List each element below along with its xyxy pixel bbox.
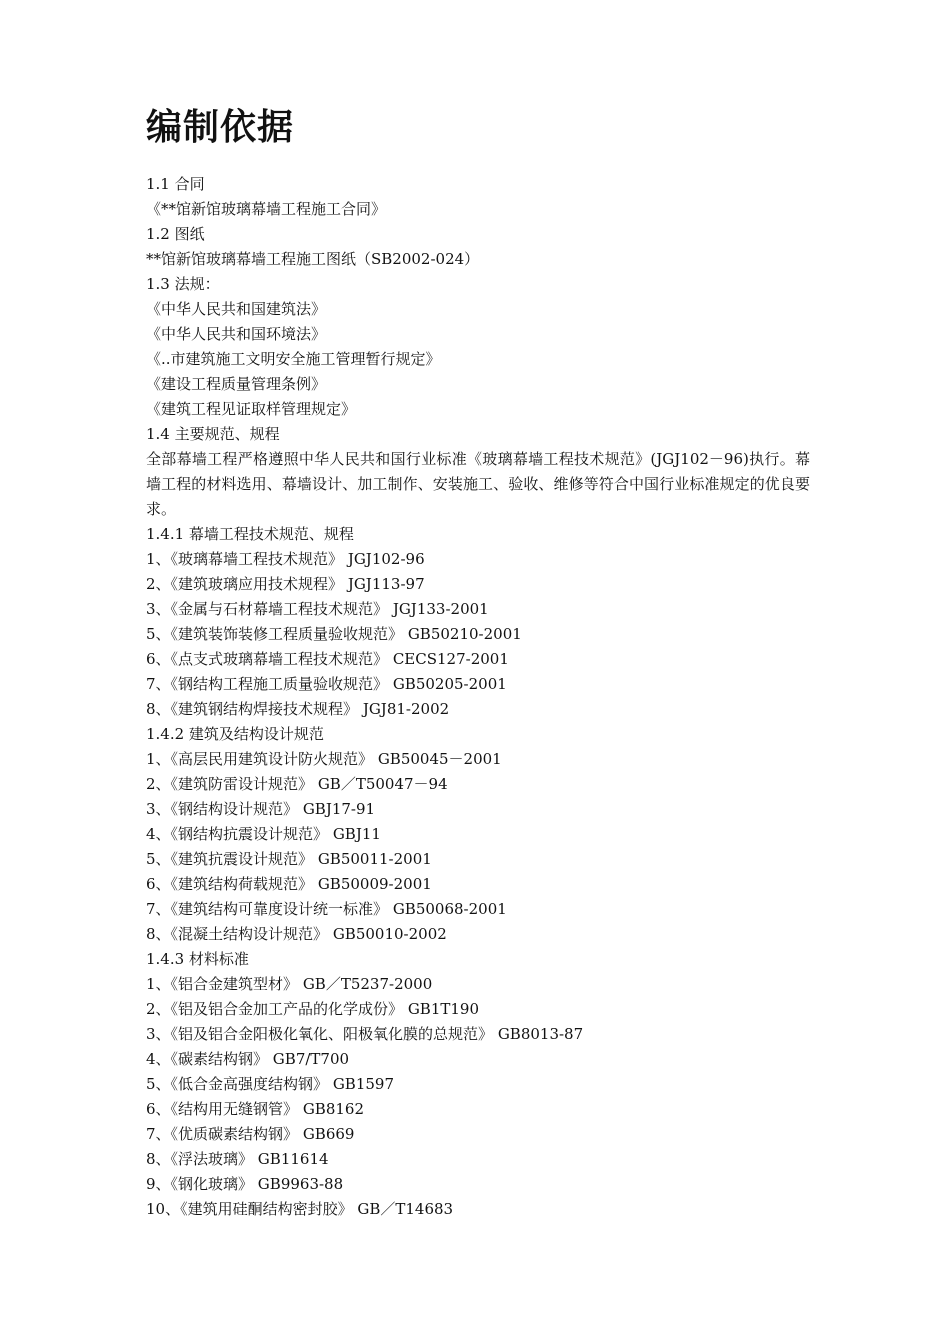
standard-list-item: 5、《建筑装饰装修工程质量验收规范》 GB50210-2001 xyxy=(146,625,522,643)
standard-list-item: 1、《铝合金建筑型材》 GB／T5237-2000 xyxy=(146,975,433,993)
standard-list-item: 6、《建筑结构荷载规范》 GB50009-2001 xyxy=(146,875,432,893)
standard-list-item: 3、《钢结构设计规范》 GBJ17-91 xyxy=(146,800,376,818)
standard-list-item: 6、《结构用无缝钢管》 GB8162 xyxy=(146,1100,364,1118)
standard-list-item: 8、《建筑钢结构焊接技术规程》 JGJ81-2002 xyxy=(146,700,450,718)
subsection-heading-1-4-2: 1.4.2 建筑及结构设计规范 xyxy=(146,725,324,743)
standard-list-item: 2、《建筑防雷设计规范》 GB／T50047－94 xyxy=(146,775,448,793)
standard-list-item: 8、《浮法玻璃》 GB11614 xyxy=(146,1150,329,1168)
regulation-item: 《建筑工程见证取样管理规定》 xyxy=(146,400,357,418)
regulation-item: 《中华人民共和国环境法》 xyxy=(146,325,327,343)
page-title: 编制依据 xyxy=(146,107,295,148)
standard-list-item: 10、《建筑用硅酮结构密封胶》 GB／T14683 xyxy=(146,1200,454,1218)
standards-paragraph: 全部幕墙工程严格遵照中华人民共和国行业标准《玻璃幕墙工程技术规范》(JGJ102－96)执行。幕墙工程的材料选用、幕墙设计、加工制作、安装施工、验收、维修等符合中国行业标准规定的优良要求。 xyxy=(146,450,810,518)
subsection-heading-1-4-3: 1.4.3 材料标准 xyxy=(146,950,249,968)
standard-list-item: 5、《建筑抗震设计规范》 GB50011-2001 xyxy=(146,850,432,868)
standard-list-item: 5、《低合金高强度结构钢》 GB1597 xyxy=(146,1075,394,1093)
drawing-name: **馆新馆玻璃幕墙工程施工图纸（SB2002-024） xyxy=(146,250,480,268)
section-heading-1-1: 1.1 合同 xyxy=(146,175,205,193)
standard-list-item: 2、《铝及铝合金加工产品的化学成份》 GB1T190 xyxy=(146,1000,479,1018)
standard-list-item: 8、《混凝土结构设计规范》 GB50010-2002 xyxy=(146,925,447,943)
regulation-item: 《中华人民共和国建筑法》 xyxy=(146,300,327,318)
regulation-item: 《..市建筑施工文明安全施工管理暂行规定》 xyxy=(146,350,441,368)
standard-list-item: 3、《金属与石材幕墙工程技术规范》 JGJ133-2001 xyxy=(146,600,489,618)
standard-list-item: 6、《点支式玻璃幕墙工程技术规范》 CECS127-2001 xyxy=(146,650,509,668)
standard-list-item: 7、《钢结构工程施工质量验收规范》 GB50205-2001 xyxy=(146,675,507,693)
standard-list-item: 7、《建筑结构可靠度设计统一标准》 GB50068-2001 xyxy=(146,900,507,918)
standard-list-item: 9、《钢化玻璃》 GB9963-88 xyxy=(146,1175,344,1193)
standard-list-item: 3、《铝及铝合金阳极化氧化、阳极氧化膜的总规范》 GB8013-87 xyxy=(146,1025,584,1043)
contract-name: 《**馆新馆玻璃幕墙工程施工合同》 xyxy=(146,200,387,218)
standard-list-item: 2、《建筑玻璃应用技术规程》 JGJ113-97 xyxy=(146,575,425,593)
subsection-heading-1-4-1: 1.4.1 幕墙工程技术规范、规程 xyxy=(146,525,354,543)
regulation-item: 《建设工程质量管理条例》 xyxy=(146,375,327,393)
standard-list-item: 4、《钢结构抗震设计规范》 GBJ11 xyxy=(146,825,381,843)
standard-list-item: 4、《碳素结构钢》 GB7/T700 xyxy=(146,1050,350,1068)
document-body xyxy=(146,172,810,1222)
standard-list-item: 7、《优质碳素结构钢》 GB669 xyxy=(146,1125,355,1143)
section-heading-1-3: 1.3 法规： xyxy=(146,275,220,293)
standard-list-item: 1、《玻璃幕墙工程技术规范》 JGJ102-96 xyxy=(146,550,425,568)
section-heading-1-4: 1.4 主要规范、规程 xyxy=(146,425,280,443)
standard-list-item: 1、《高层民用建筑设计防火规范》 GB50045－2001 xyxy=(146,750,502,768)
section-heading-1-2: 1.2 图纸 xyxy=(146,225,205,243)
